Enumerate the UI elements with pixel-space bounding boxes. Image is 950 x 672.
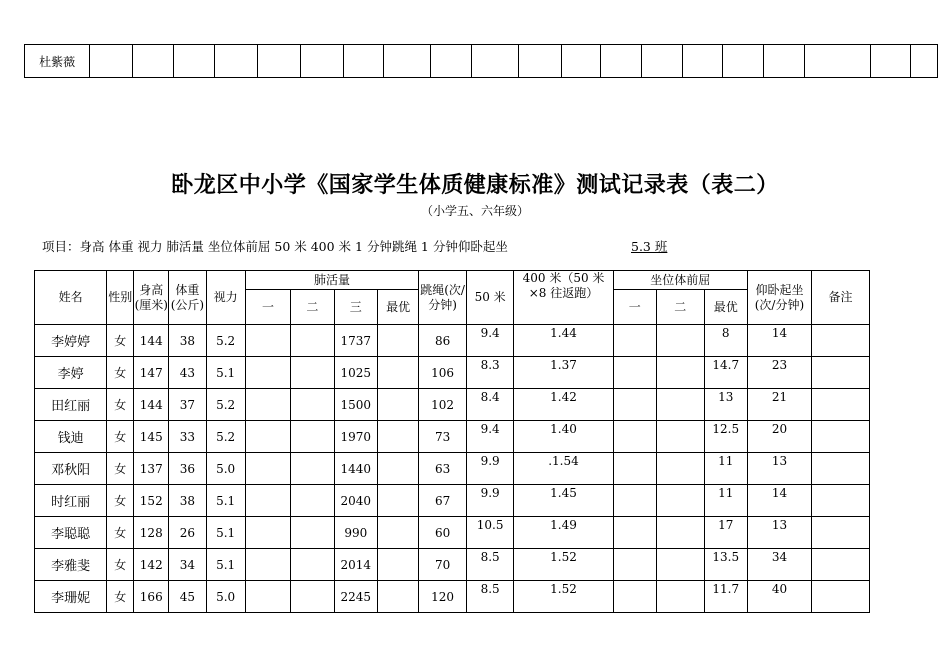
situp-cell: 21 xyxy=(747,389,811,421)
table-row xyxy=(35,517,870,549)
sr-2-cell xyxy=(656,325,704,357)
vision-cell: 5.2 xyxy=(206,389,245,421)
header-lung-1: 一 xyxy=(245,290,290,325)
student-name-cell: 李珊妮 xyxy=(35,581,107,613)
weight-cell: 38 xyxy=(169,325,206,357)
rope-cell: 63 xyxy=(419,453,467,485)
lung-1-cell xyxy=(245,549,290,581)
m400-cell: 1.42 xyxy=(514,389,613,421)
lung-best-cell xyxy=(378,357,419,389)
height-cell: 128 xyxy=(134,517,169,549)
lung-2-cell xyxy=(291,581,334,613)
header-lung: 肺活量 xyxy=(245,271,419,290)
weight-cell: 45 xyxy=(169,581,206,613)
situp-cell: 14 xyxy=(747,485,811,517)
height-cell: 137 xyxy=(134,453,169,485)
lung-best-cell xyxy=(378,517,419,549)
table-row xyxy=(35,325,870,357)
lung-1-cell xyxy=(245,357,290,389)
height-cell: 142 xyxy=(134,549,169,581)
header-400m: 400 米（50 米×8 往返跑） xyxy=(514,271,613,325)
table-row xyxy=(35,549,870,581)
gender-cell: 女 xyxy=(107,357,134,389)
header-sr-2: 二 xyxy=(656,290,704,325)
sr-2-cell xyxy=(656,549,704,581)
page-title: 卧龙区中小学《国家学生体质健康标准》测试记录表（表二） xyxy=(171,172,779,198)
situp-cell: 13 xyxy=(747,517,811,549)
sr-1-cell xyxy=(613,325,656,357)
sr-2-cell xyxy=(656,517,704,549)
table-row xyxy=(35,485,870,517)
m400-cell: 1.45 xyxy=(514,485,613,517)
sr-1-cell xyxy=(613,549,656,581)
gender-cell: 女 xyxy=(107,485,134,517)
remarks-cell xyxy=(812,389,870,421)
table-row xyxy=(25,45,938,78)
student-name-cell: 田红丽 xyxy=(35,389,107,421)
remarks-cell xyxy=(812,453,870,485)
lung-best-cell xyxy=(378,549,419,581)
height-cell: 144 xyxy=(134,389,169,421)
vision-cell: 5.0 xyxy=(206,453,245,485)
table-row xyxy=(35,581,870,613)
m50-cell: 10.5 xyxy=(466,517,514,549)
m50-cell: 9.4 xyxy=(466,325,514,357)
sr-best-cell: 13 xyxy=(704,389,747,421)
table-row xyxy=(35,453,870,485)
sr-2-cell xyxy=(656,485,704,517)
test-items-line: 项目：身高 体重 视力 肺活量 坐位体前屈 50 米 400 米 1 分钟跳绳 1 分钟仰卧起坐 xyxy=(42,239,508,254)
header-remarks: 备注 xyxy=(812,271,870,325)
sr-1-cell xyxy=(613,485,656,517)
header-vision: 视力 xyxy=(206,271,245,325)
sr-2-cell xyxy=(656,453,704,485)
weight-cell: 38 xyxy=(169,485,206,517)
m400-cell: 1.52 xyxy=(514,549,613,581)
sr-best-cell: 11 xyxy=(704,453,747,485)
m50-cell: 8.4 xyxy=(466,389,514,421)
sr-1-cell xyxy=(613,453,656,485)
situp-cell: 23 xyxy=(747,357,811,389)
student-name-cell: 时红丽 xyxy=(35,485,107,517)
m400-cell: 1.37 xyxy=(514,357,613,389)
height-cell: 144 xyxy=(134,325,169,357)
table-row xyxy=(35,421,870,453)
height-cell: 147 xyxy=(134,357,169,389)
lung-best-cell xyxy=(378,485,419,517)
lung-best-cell xyxy=(378,581,419,613)
lung-3-cell: 990 xyxy=(334,517,377,549)
weight-cell: 33 xyxy=(169,421,206,453)
sr-best-cell: 14.7 xyxy=(704,357,747,389)
rope-cell: 102 xyxy=(419,389,467,421)
gender-cell: 女 xyxy=(107,517,134,549)
m400-cell: 1.44 xyxy=(514,325,613,357)
sr-2-cell xyxy=(656,421,704,453)
m400-cell: 1.52 xyxy=(514,581,613,613)
lung-2-cell xyxy=(291,549,334,581)
lung-best-cell xyxy=(378,453,419,485)
weight-cell: 36 xyxy=(169,453,206,485)
previous-table-fragment xyxy=(24,44,938,78)
vision-cell: 5.0 xyxy=(206,581,245,613)
rope-cell: 120 xyxy=(419,581,467,613)
student-name-cell: 李聪聪 xyxy=(35,517,107,549)
remarks-cell xyxy=(812,421,870,453)
gender-cell: 女 xyxy=(107,453,134,485)
m50-cell: 8.3 xyxy=(466,357,514,389)
lung-3-cell: 2014 xyxy=(334,549,377,581)
header-50m: 50 米 xyxy=(466,271,514,325)
header-row xyxy=(35,271,870,290)
gender-cell: 女 xyxy=(107,421,134,453)
m50-cell: 9.9 xyxy=(466,453,514,485)
header-rope: 跳绳(次/分钟) xyxy=(419,271,467,325)
remarks-cell xyxy=(812,485,870,517)
lung-2-cell xyxy=(291,517,334,549)
gender-cell: 女 xyxy=(107,325,134,357)
student-name-cell: 李婷 xyxy=(35,357,107,389)
lung-3-cell: 1025 xyxy=(334,357,377,389)
m50-cell: 8.5 xyxy=(466,581,514,613)
gender-cell: 女 xyxy=(107,581,134,613)
vision-cell: 5.2 xyxy=(206,325,245,357)
student-name-cell: 邓秋阳 xyxy=(35,453,107,485)
gender-cell: 女 xyxy=(107,549,134,581)
sr-2-cell xyxy=(656,389,704,421)
lung-best-cell xyxy=(378,325,419,357)
header-weight: 体重(公斤) xyxy=(169,271,206,325)
sr-best-cell: 12.5 xyxy=(704,421,747,453)
lung-1-cell xyxy=(245,517,290,549)
student-name-cell: 李雅斐 xyxy=(35,549,107,581)
table-row xyxy=(35,357,870,389)
height-cell: 152 xyxy=(134,485,169,517)
weight-cell: 34 xyxy=(169,549,206,581)
rope-cell: 106 xyxy=(419,357,467,389)
vision-cell: 5.1 xyxy=(206,549,245,581)
header-situp: 仰卧起坐(次/分钟) xyxy=(747,271,811,325)
rope-cell: 70 xyxy=(419,549,467,581)
m50-cell: 8.5 xyxy=(466,549,514,581)
remarks-cell xyxy=(812,517,870,549)
header-lung-2: 二 xyxy=(291,290,334,325)
header-lung-3: 三 xyxy=(334,290,377,325)
lung-best-cell xyxy=(378,389,419,421)
sr-best-cell: 11.7 xyxy=(704,581,747,613)
lung-3-cell: 2245 xyxy=(334,581,377,613)
sr-1-cell xyxy=(613,517,656,549)
sr-1-cell xyxy=(613,357,656,389)
situp-cell: 40 xyxy=(747,581,811,613)
lung-3-cell: 1737 xyxy=(334,325,377,357)
situp-cell: 13 xyxy=(747,453,811,485)
sr-1-cell xyxy=(613,581,656,613)
lung-3-cell: 1970 xyxy=(334,421,377,453)
class-label: 5.3 班 xyxy=(631,239,668,254)
header-height: 身高(厘米) xyxy=(134,271,169,325)
height-cell: 145 xyxy=(134,421,169,453)
sr-best-cell: 8 xyxy=(704,325,747,357)
sr-best-cell: 11 xyxy=(704,485,747,517)
student-name-cell: 杜紫薇 xyxy=(25,45,90,78)
sr-1-cell xyxy=(613,389,656,421)
rope-cell: 60 xyxy=(419,517,467,549)
weight-cell: 26 xyxy=(169,517,206,549)
remarks-cell xyxy=(812,325,870,357)
m50-cell: 9.4 xyxy=(466,421,514,453)
situp-cell: 34 xyxy=(747,549,811,581)
weight-cell: 43 xyxy=(169,357,206,389)
lung-1-cell xyxy=(245,389,290,421)
lung-1-cell xyxy=(245,325,290,357)
rope-cell: 73 xyxy=(419,421,467,453)
lung-3-cell: 1500 xyxy=(334,389,377,421)
weight-cell: 37 xyxy=(169,389,206,421)
vision-cell: 5.2 xyxy=(206,421,245,453)
sr-best-cell: 13.5 xyxy=(704,549,747,581)
lung-1-cell xyxy=(245,581,290,613)
header-name: 姓名 xyxy=(35,271,107,325)
rope-cell: 86 xyxy=(419,325,467,357)
sr-best-cell: 17 xyxy=(704,517,747,549)
lung-1-cell xyxy=(245,453,290,485)
situp-cell: 20 xyxy=(747,421,811,453)
lung-best-cell xyxy=(378,421,419,453)
lung-3-cell: 1440 xyxy=(334,453,377,485)
m400-cell: 1.40 xyxy=(514,421,613,453)
table-row xyxy=(35,389,870,421)
rope-cell: 67 xyxy=(419,485,467,517)
height-cell: 166 xyxy=(134,581,169,613)
lung-2-cell xyxy=(291,325,334,357)
student-name-cell: 钱迪 xyxy=(35,421,107,453)
page-subtitle: （小学五、六年级） xyxy=(420,204,529,218)
remarks-cell xyxy=(812,581,870,613)
header-gender: 性别 xyxy=(107,271,134,325)
m50-cell: 9.9 xyxy=(466,485,514,517)
header-sit-reach: 坐位体前屈 xyxy=(613,271,747,290)
vision-cell: 5.1 xyxy=(206,357,245,389)
lung-2-cell xyxy=(291,453,334,485)
remarks-cell xyxy=(812,357,870,389)
vision-cell: 5.1 xyxy=(206,517,245,549)
situp-cell: 14 xyxy=(747,325,811,357)
m400-cell: .1.54 xyxy=(514,453,613,485)
lung-2-cell xyxy=(291,357,334,389)
header-sr-best: 最优 xyxy=(704,290,747,325)
header-sr-1: 一 xyxy=(613,290,656,325)
header-lung-best: 最优 xyxy=(378,290,419,325)
sr-1-cell xyxy=(613,421,656,453)
lung-2-cell xyxy=(291,421,334,453)
lung-1-cell xyxy=(245,421,290,453)
sr-2-cell xyxy=(656,581,704,613)
lung-2-cell xyxy=(291,389,334,421)
lung-3-cell: 2040 xyxy=(334,485,377,517)
record-table xyxy=(34,270,870,613)
m400-cell: 1.49 xyxy=(514,517,613,549)
lung-2-cell xyxy=(291,485,334,517)
student-name-cell: 李婷婷 xyxy=(35,325,107,357)
remarks-cell xyxy=(812,549,870,581)
lung-1-cell xyxy=(245,485,290,517)
sr-2-cell xyxy=(656,357,704,389)
gender-cell: 女 xyxy=(107,389,134,421)
vision-cell: 5.1 xyxy=(206,485,245,517)
